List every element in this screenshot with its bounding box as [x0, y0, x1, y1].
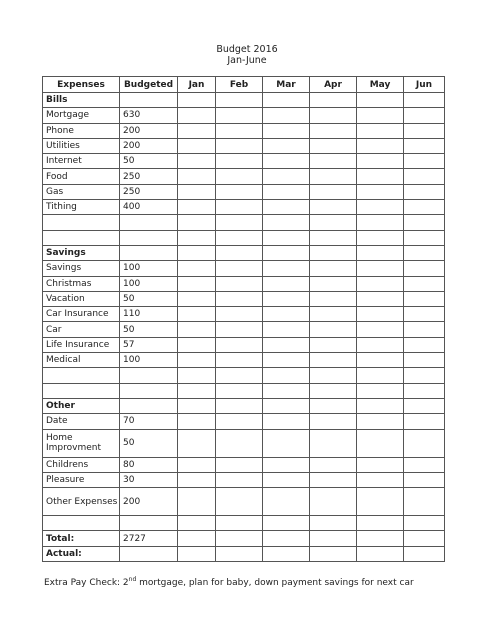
month-cell	[310, 383, 357, 398]
month-cell	[357, 276, 404, 291]
budgeted-cell	[120, 93, 178, 108]
expense-name: Utilities	[43, 138, 120, 153]
month-cell	[404, 108, 445, 123]
month-cell	[310, 215, 357, 230]
month-cell	[263, 368, 310, 383]
month-cell	[404, 457, 445, 472]
month-cell	[310, 398, 357, 413]
section-label-other: Other	[43, 398, 120, 413]
blank-row	[43, 516, 445, 531]
budgeted-cell: 110	[120, 307, 178, 322]
table-row	[43, 457, 445, 472]
month-cell	[404, 488, 445, 516]
budget-table-body	[43, 77, 445, 562]
month-cell	[310, 93, 357, 108]
month-cell	[263, 383, 310, 398]
table-row	[43, 414, 445, 429]
month-cell	[263, 154, 310, 169]
budgeted-cell: 100	[120, 353, 178, 368]
budgeted-cell	[120, 546, 178, 561]
expense-name: Home Improvment	[43, 429, 120, 457]
expense-name: Gas	[43, 184, 120, 199]
month-cell	[357, 337, 404, 352]
budgeted-cell: 50	[120, 291, 178, 306]
table-row	[43, 353, 445, 368]
month-cell	[178, 368, 216, 383]
month-cell	[216, 429, 263, 457]
budgeted-cell: 50	[120, 154, 178, 169]
month-cell	[263, 245, 310, 260]
budgeted-cell	[120, 215, 178, 230]
section-label-savings: Savings	[43, 245, 120, 260]
month-cell	[216, 245, 263, 260]
budgeted-cell: 100	[120, 276, 178, 291]
month-cell	[357, 169, 404, 184]
budgeted-cell: 80	[120, 457, 178, 472]
budgeted-cell	[120, 368, 178, 383]
table-row	[43, 322, 445, 337]
budgeted-cell: 57	[120, 337, 178, 352]
table-row	[43, 472, 445, 487]
budgeted-cell: 200	[120, 123, 178, 138]
month-cell	[404, 200, 445, 215]
month-cell	[216, 230, 263, 245]
month-cell	[404, 138, 445, 153]
note-lead: Extra Pay Check: 2	[44, 578, 129, 588]
month-cell	[178, 108, 216, 123]
month-cell	[404, 383, 445, 398]
month-cell	[310, 546, 357, 561]
month-cell	[357, 200, 404, 215]
month-cell	[263, 184, 310, 199]
month-cell	[178, 276, 216, 291]
month-cell	[263, 276, 310, 291]
month-cell	[178, 138, 216, 153]
month-cell	[216, 154, 263, 169]
month-cell	[263, 138, 310, 153]
month-cell	[310, 368, 357, 383]
month-cell	[263, 516, 310, 531]
table-row	[43, 184, 445, 199]
month-cell	[357, 108, 404, 123]
month-cell	[216, 472, 263, 487]
table-row	[43, 123, 445, 138]
month-cell	[357, 488, 404, 516]
month-cell	[216, 516, 263, 531]
table-row	[43, 488, 445, 516]
month-cell	[310, 457, 357, 472]
month-cell	[310, 184, 357, 199]
month-cell	[357, 546, 404, 561]
month-cell	[357, 184, 404, 199]
month-cell	[263, 322, 310, 337]
budgeted-cell: 200	[120, 138, 178, 153]
month-cell	[216, 184, 263, 199]
month-cell	[216, 276, 263, 291]
month-cell	[263, 414, 310, 429]
month-cell	[310, 291, 357, 306]
expense-name: Car Insurance	[43, 307, 120, 322]
month-cell	[310, 276, 357, 291]
month-cell	[263, 230, 310, 245]
month-cell	[357, 398, 404, 413]
month-cell	[404, 337, 445, 352]
month-cell	[263, 337, 310, 352]
month-cell	[404, 123, 445, 138]
month-cell	[216, 488, 263, 516]
month-cell	[263, 215, 310, 230]
month-cell	[178, 531, 216, 546]
month-cell	[216, 398, 263, 413]
month-cell	[263, 546, 310, 561]
month-cell	[357, 138, 404, 153]
column-header-jun: Jun	[404, 77, 445, 93]
month-cell	[357, 261, 404, 276]
budgeted-cell	[120, 383, 178, 398]
month-cell	[216, 93, 263, 108]
month-cell	[404, 307, 445, 322]
note-rest: mortgage, plan for baby, down payment savings for next car	[136, 578, 414, 588]
month-cell	[404, 276, 445, 291]
month-cell	[404, 93, 445, 108]
month-cell	[263, 93, 310, 108]
document-title: Budget 2016	[216, 44, 278, 55]
month-cell	[216, 322, 263, 337]
month-cell	[216, 307, 263, 322]
column-header-budgeted: Budgeted	[120, 77, 178, 93]
month-cell	[357, 245, 404, 260]
month-cell	[404, 414, 445, 429]
month-cell	[310, 337, 357, 352]
budgeted-cell: 250	[120, 169, 178, 184]
budgeted-cell: 630	[120, 108, 178, 123]
month-cell	[216, 261, 263, 276]
table-row	[43, 169, 445, 184]
column-header-may: May	[357, 77, 404, 93]
month-cell	[216, 457, 263, 472]
budgeted-cell	[120, 230, 178, 245]
month-cell	[178, 398, 216, 413]
month-cell	[178, 353, 216, 368]
budgeted-cell: 400	[120, 200, 178, 215]
month-cell	[357, 472, 404, 487]
month-cell	[357, 353, 404, 368]
month-cell	[310, 154, 357, 169]
table-row	[43, 200, 445, 215]
total-label: Total:	[43, 531, 120, 546]
month-cell	[404, 516, 445, 531]
month-cell	[357, 154, 404, 169]
table-row	[43, 108, 445, 123]
month-cell	[310, 429, 357, 457]
month-cell	[310, 307, 357, 322]
month-cell	[310, 414, 357, 429]
month-cell	[178, 488, 216, 516]
month-cell	[178, 472, 216, 487]
month-cell	[357, 457, 404, 472]
month-cell	[178, 546, 216, 561]
month-cell	[404, 546, 445, 561]
month-cell	[404, 368, 445, 383]
header-row	[43, 77, 445, 93]
month-cell	[178, 337, 216, 352]
expense-name: Savings	[43, 261, 120, 276]
month-cell	[178, 93, 216, 108]
table-row	[43, 154, 445, 169]
budgeted-cell: 50	[120, 429, 178, 457]
section-header-row	[43, 245, 445, 260]
month-cell	[178, 414, 216, 429]
expense-name: Christmas	[43, 276, 120, 291]
month-cell	[263, 123, 310, 138]
month-cell	[216, 531, 263, 546]
month-cell	[263, 200, 310, 215]
month-cell	[404, 531, 445, 546]
month-cell	[310, 322, 357, 337]
month-cell	[216, 337, 263, 352]
budgeted-cell: 2727	[120, 531, 178, 546]
month-cell	[216, 169, 263, 184]
month-cell	[310, 531, 357, 546]
table-row	[43, 337, 445, 352]
expense-name: Internet	[43, 154, 120, 169]
month-cell	[263, 307, 310, 322]
column-header-jan: Jan	[178, 77, 216, 93]
month-cell	[263, 488, 310, 516]
budgeted-cell: 200	[120, 488, 178, 516]
table-row	[43, 276, 445, 291]
month-cell	[216, 123, 263, 138]
column-header-expenses: Expenses	[43, 77, 120, 93]
month-cell	[178, 169, 216, 184]
month-cell	[357, 414, 404, 429]
column-header-mar: Mar	[263, 77, 310, 93]
month-cell	[404, 322, 445, 337]
month-cell	[310, 230, 357, 245]
month-cell	[216, 383, 263, 398]
section-header-row	[43, 93, 445, 108]
month-cell	[357, 307, 404, 322]
month-cell	[404, 261, 445, 276]
expense-name: Car	[43, 322, 120, 337]
month-cell	[404, 230, 445, 245]
empty-cell	[43, 516, 120, 531]
total-row	[43, 531, 445, 546]
budgeted-cell: 50	[120, 322, 178, 337]
note-superscript: nd	[128, 576, 137, 583]
month-cell	[178, 383, 216, 398]
blank-row	[43, 383, 445, 398]
budgeted-cell: 100	[120, 261, 178, 276]
table-row	[43, 307, 445, 322]
section-label-bills: Bills	[43, 93, 120, 108]
month-cell	[357, 322, 404, 337]
budgeted-cell	[120, 245, 178, 260]
month-cell	[263, 169, 310, 184]
month-cell	[404, 353, 445, 368]
blank-row	[43, 368, 445, 383]
document-subtitle: Jan-June	[227, 55, 267, 66]
expense-name: Life Insurance	[43, 337, 120, 352]
month-cell	[357, 291, 404, 306]
month-cell	[178, 154, 216, 169]
month-cell	[216, 291, 263, 306]
month-cell	[178, 457, 216, 472]
month-cell	[263, 531, 310, 546]
month-cell	[404, 245, 445, 260]
blank-row	[43, 215, 445, 230]
month-cell	[178, 516, 216, 531]
month-cell	[178, 230, 216, 245]
month-cell	[178, 307, 216, 322]
month-cell	[357, 368, 404, 383]
table-row	[43, 138, 445, 153]
month-cell	[216, 108, 263, 123]
month-cell	[310, 516, 357, 531]
month-cell	[178, 215, 216, 230]
month-cell	[263, 261, 310, 276]
month-cell	[357, 230, 404, 245]
month-cell	[263, 472, 310, 487]
month-cell	[310, 353, 357, 368]
expense-name: Vacation	[43, 291, 120, 306]
budgeted-cell	[120, 398, 178, 413]
month-cell	[263, 398, 310, 413]
blank-row	[43, 230, 445, 245]
expense-name: Phone	[43, 123, 120, 138]
column-header-feb: Feb	[216, 77, 263, 93]
month-cell	[310, 261, 357, 276]
expense-name: Other Expenses	[43, 488, 120, 516]
month-cell	[357, 516, 404, 531]
budget-table	[42, 76, 445, 562]
month-cell	[178, 200, 216, 215]
month-cell	[178, 245, 216, 260]
column-header-apr: Apr	[310, 77, 357, 93]
section-header-row	[43, 398, 445, 413]
expense-name: Childrens	[43, 457, 120, 472]
month-cell	[357, 215, 404, 230]
budgeted-cell: 70	[120, 414, 178, 429]
expense-name: Tithing	[43, 200, 120, 215]
month-cell	[263, 429, 310, 457]
month-cell	[357, 383, 404, 398]
month-cell	[357, 429, 404, 457]
month-cell	[216, 353, 263, 368]
month-cell	[357, 93, 404, 108]
month-cell	[178, 322, 216, 337]
month-cell	[216, 414, 263, 429]
month-cell	[263, 291, 310, 306]
month-cell	[310, 245, 357, 260]
month-cell	[263, 353, 310, 368]
month-cell	[216, 200, 263, 215]
month-cell	[404, 472, 445, 487]
expense-name: Medical	[43, 353, 120, 368]
month-cell	[178, 123, 216, 138]
month-cell	[263, 457, 310, 472]
month-cell	[216, 368, 263, 383]
actual-row	[43, 546, 445, 561]
month-cell	[178, 261, 216, 276]
expense-name: Food	[43, 169, 120, 184]
month-cell	[404, 429, 445, 457]
month-cell	[357, 123, 404, 138]
month-cell	[310, 169, 357, 184]
month-cell	[310, 123, 357, 138]
empty-cell	[43, 368, 120, 383]
month-cell	[404, 169, 445, 184]
budgeted-cell: 250	[120, 184, 178, 199]
month-cell	[178, 429, 216, 457]
month-cell	[178, 291, 216, 306]
month-cell	[310, 472, 357, 487]
month-cell	[310, 488, 357, 516]
empty-cell	[43, 230, 120, 245]
month-cell	[310, 108, 357, 123]
month-cell	[263, 108, 310, 123]
expense-name: Date	[43, 414, 120, 429]
table-row	[43, 429, 445, 457]
month-cell	[216, 215, 263, 230]
month-cell	[404, 291, 445, 306]
actual-label: Actual:	[43, 546, 120, 561]
expense-name: Pleasure	[43, 472, 120, 487]
month-cell	[357, 531, 404, 546]
month-cell	[404, 215, 445, 230]
table-row	[43, 291, 445, 306]
month-cell	[404, 154, 445, 169]
expense-name: Mortgage	[43, 108, 120, 123]
month-cell	[404, 398, 445, 413]
month-cell	[216, 138, 263, 153]
table-row	[43, 261, 445, 276]
month-cell	[178, 184, 216, 199]
budgeted-cell: 30	[120, 472, 178, 487]
month-cell	[310, 138, 357, 153]
month-cell	[216, 546, 263, 561]
month-cell	[404, 184, 445, 199]
empty-cell	[43, 215, 120, 230]
extra-pay-check-note	[44, 578, 414, 588]
month-cell	[310, 200, 357, 215]
budgeted-cell	[120, 516, 178, 531]
empty-cell	[43, 383, 120, 398]
